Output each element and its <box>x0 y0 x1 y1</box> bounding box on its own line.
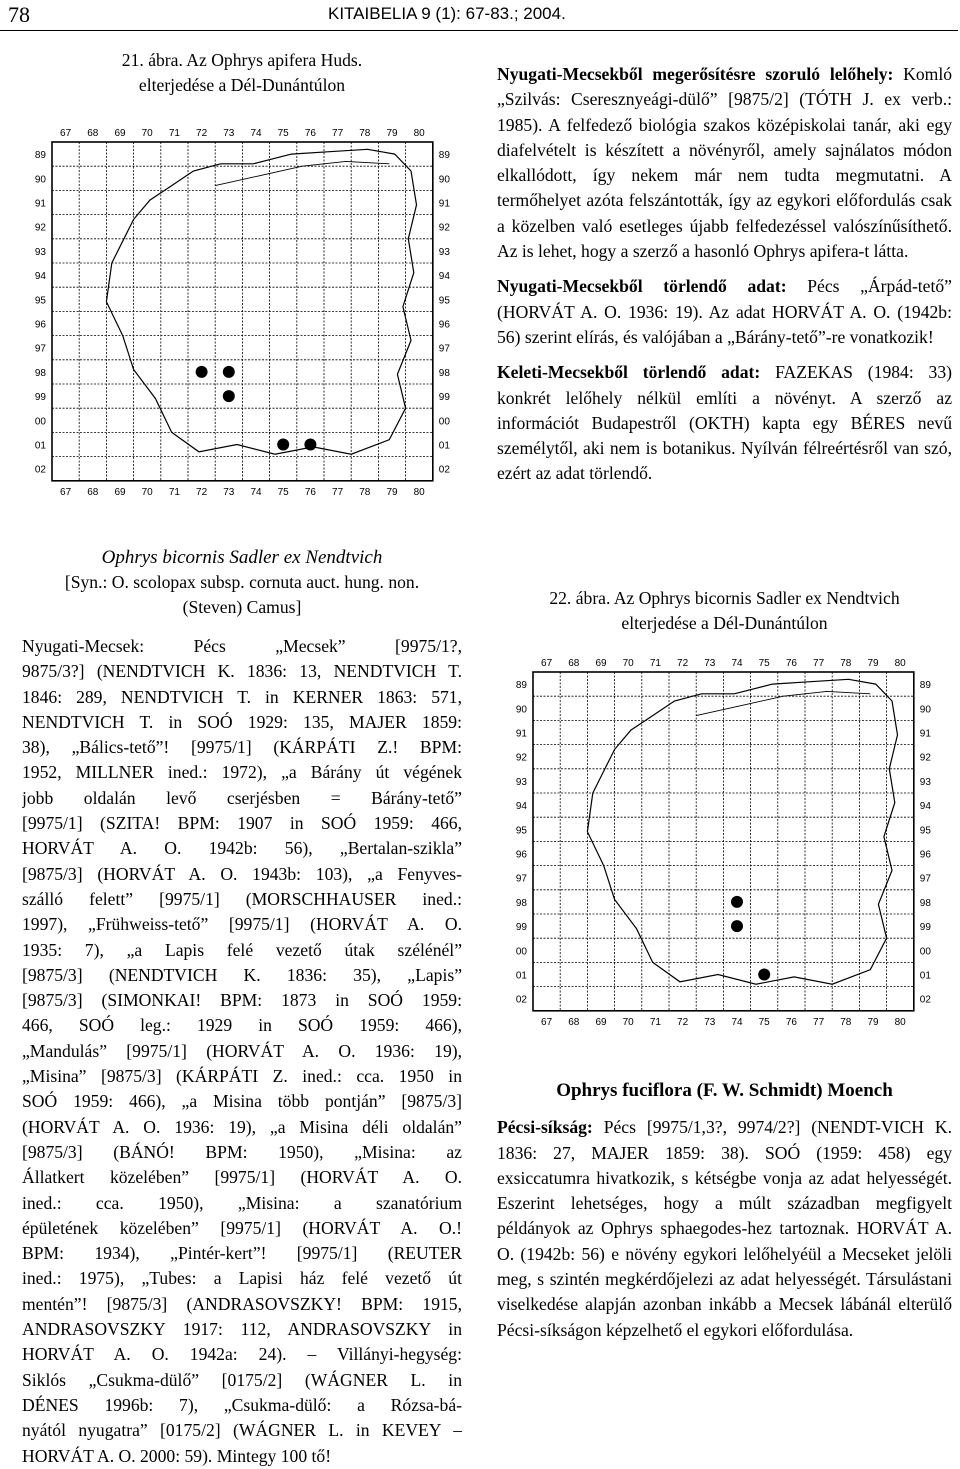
region-border <box>587 679 897 984</box>
grid-row-label-right: 96 <box>438 319 450 331</box>
body-line: szálló felett” [9975/1] (MORSCHHAUSER ined.: <box>22 888 462 909</box>
grid-col-label-top: 79 <box>386 128 398 139</box>
paragraph-east-delete <box>497 360 952 486</box>
grid-row-label-left: 93 <box>34 246 46 258</box>
body-line: (HORVÁT A. O. 1936: 19), „a Misina déli oldalán” <box>22 1116 462 1137</box>
grid-col-label-top: 73 <box>223 128 235 139</box>
body-line: HORVÁT A. O. 1942a: 24). – Villányi-hegység: <box>22 1344 462 1365</box>
grid-row-label-right: 02 <box>438 464 450 476</box>
right-column <box>497 62 952 487</box>
grid-row-label-left: 95 <box>515 825 527 837</box>
body-line: 38), „Bálics-tető”! [9975/1] (KÁRPÁTI Z.! BPM: <box>22 737 462 758</box>
paragraph-pecsi-siksag-text: Pécs [9975/1,3?, 9974/2?] (NENDT-VICH K. 1836: 27, MAJER 1859: 38). SOÓ (1959: 458) egy exsiccatumra hivatkozik, s kétségbe vonja az adat helyességét. Eszerint lehetséges, hogy a múlt században megfigyelt példányok az Ophrys sphaegodes-hez tartoznak. HORVÁT A. O. (1942b: 56) e növény egykori lelőhelyéül a Mecseket jelöli meg, s szintén megkérdőjelezi az adat helyességét. Társulástani viselkedése alapján azonban inkább a Mecsek lábánál elterülő Pécsi-síkságon képzelhető el egykori előfordulása. <box>497 1117 953 1340</box>
grid-row-label-left: 91 <box>34 198 46 210</box>
grid-col-label-top: 71 <box>168 128 180 139</box>
grid-col-label-top: 71 <box>649 658 661 669</box>
right-column-lower <box>497 1078 952 1343</box>
body-line: Siklós „Csukma-dülő” [0175/2] (WÁGNER L. in <box>22 1369 462 1390</box>
body-line: „Mandulás” [9975/1] (HORVÁT A. O. 1936: 19), <box>22 1040 462 1061</box>
grid-row-label-left: 95 <box>34 295 46 307</box>
body-line: NENDTVICH T. in SOÓ 1929: 135, MAJER 1859: <box>22 711 462 732</box>
river-line <box>215 161 389 185</box>
paragraph-confirm-head: Nyugati-Mecsekből megerősítésre szoruló lelőhely: <box>497 64 894 84</box>
grid-col-label-top: 78 <box>840 658 852 669</box>
grid-row-label-right: 02 <box>919 994 931 1006</box>
body-line: HORVÁT A. O. 2000: 59). Mintegy 100 tő! <box>22 1445 332 1466</box>
grid-col-label-bottom: 74 <box>250 486 262 498</box>
grid-col-label-bottom: 69 <box>114 486 126 498</box>
grid-row-label-right: 92 <box>919 752 931 764</box>
grid-col-label-bottom: 73 <box>223 486 235 498</box>
grid-row-label-right: 95 <box>919 825 931 837</box>
grid-row-label-right: 90 <box>919 704 931 716</box>
paragraph-west-delete-head: Nyugati-Mecsekből törlendő adat: <box>497 276 787 297</box>
grid-row-label-right: 00 <box>919 946 931 958</box>
body-line: BPM: 1934), „Pintér-kert”! [9975/1] (REUTER <box>22 1243 462 1264</box>
figure-21-caption-line1: 21. ábra. Az Ophrys apifera Huds. <box>121 50 363 70</box>
species-title-fuciflora: Ophrys fuciflora (F. W. Schmidt) Moench <box>556 1080 893 1101</box>
grid-row-label-right: 97 <box>919 873 931 885</box>
paragraph-east-delete-text: FAZEKAS (1984: 33) konkrét lelőhely nélkül említi a növényt. A szerző az információt Budapestről (OKTH) kapta egy BÉRES nevű személytől, aki nem is botanikus. Nyílván félreértésről van szó, ezért az adat törlendő. <box>497 362 953 484</box>
grid-col-label-bottom: 80 <box>413 486 425 498</box>
journal-citation: KITAIBELIA 9 (1): 67-83.; 2004. <box>328 4 566 23</box>
grid-col-label-bottom: 78 <box>840 1016 852 1028</box>
paragraph-confirm-text: Komló „Szilvás: Cseresznyeági-dülő” [9875/2] (TÓTH J. ex verb.: 1985). A felfedező biológia szakos középiskolai tanár, aki egy diafelvételt is készített a növényről, amely sajnálatos módon elkallódott, így nekem már nem tudta megmutatni. A termőhelyet azóta felszántották, így az egykori előfordulás csak a közelben való esetleges újabb felfedezéssel valószínűsíthető. Az is lehet, hogy a szerző a hasonló Ophrys apifera-t látta. <box>497 64 952 262</box>
grid-col-label-bottom: 79 <box>386 486 398 498</box>
grid-row-label-right: 94 <box>919 801 931 813</box>
figure-21-map <box>14 120 454 535</box>
body-line: [9875/3] (HORVÁT A. O. 1943b: 103), „a Fenyves- <box>22 863 462 884</box>
grid-col-label-bottom: 70 <box>622 1016 634 1028</box>
grid-col-label-top: 73 <box>704 658 716 669</box>
figure-22-caption <box>497 586 952 636</box>
grid-col-label-bottom: 73 <box>704 1016 716 1028</box>
paragraph-west-delete <box>497 274 952 350</box>
grid-col-label-bottom: 80 <box>894 1016 906 1028</box>
grid-col-label-top: 72 <box>196 128 208 139</box>
figure-21-map-svg <box>14 120 454 530</box>
grid-row-label-right: 89 <box>438 150 450 162</box>
occurrence-dot <box>758 969 770 981</box>
grid-col-label-bottom: 79 <box>867 1016 879 1028</box>
grid-row-label-left: 90 <box>34 174 46 186</box>
grid-col-label-top: 70 <box>622 658 634 669</box>
grid-col-label-bottom: 72 <box>196 486 208 498</box>
grid-row-label-left: 89 <box>515 680 527 692</box>
grid-col-label-bottom: 68 <box>568 1016 580 1028</box>
page-header <box>0 0 960 30</box>
occurrence-dot <box>731 920 743 932</box>
grid-row-label-left: 94 <box>515 801 527 813</box>
grid-row-label-right: 97 <box>438 343 450 355</box>
figure-21-caption-line2: elterjedése a Dél-Dunántúlon <box>138 75 346 95</box>
grid-col-label-bottom: 76 <box>304 486 316 498</box>
body-line: „Misina” [9875/3] (KÁRPÁTI Z. ined.: cca. 1950 in <box>22 1066 462 1087</box>
grid-col-label-top: 67 <box>60 128 72 139</box>
occurrence-dot <box>223 390 235 402</box>
grid-row-label-left: 94 <box>34 271 46 283</box>
body-line: Állatkert közelében” [9975/1] (HORVÁT A. O. <box>22 1167 462 1188</box>
grid-row-label-left: 01 <box>515 970 527 982</box>
grid-col-label-top: 75 <box>758 658 770 669</box>
grid-col-label-top: 80 <box>413 128 425 139</box>
occurrence-dot <box>277 439 289 451</box>
occurrence-dot <box>196 366 208 378</box>
grid-col-label-bottom: 72 <box>677 1016 689 1028</box>
grid-col-label-bottom: 67 <box>541 1016 553 1028</box>
grid-col-label-top: 78 <box>359 128 371 139</box>
body-line: [9875/3] (BÁNÓ! BPM: 1950), „Misina: az <box>22 1141 462 1162</box>
grid-row-label-left: 90 <box>515 704 527 716</box>
body-line: 1997), „Frühweiss-tető” [9975/1] (HORVÁT A. O. <box>22 914 462 935</box>
figure-22-caption-line1: 22. ábra. Az Ophrys bicornis Sadler ex Nendtvich <box>549 588 900 608</box>
synonym-line1: [Syn.: O. scolopax subsp. cornuta auct. hung. non. <box>64 572 420 592</box>
paragraph-pecsi-siksag <box>497 1115 952 1343</box>
grid-row-label-right: 94 <box>438 271 450 283</box>
grid-col-label-bottom: 68 <box>87 486 99 498</box>
grid-row-label-right: 98 <box>919 897 931 909</box>
grid-row-label-left: 02 <box>34 464 46 476</box>
grid-col-label-top: 80 <box>894 658 906 669</box>
figure-21-caption <box>22 48 462 98</box>
page-number: 78 <box>8 2 30 27</box>
grid-row-label-right: 99 <box>919 922 931 934</box>
figure-22-map-svg <box>495 650 935 1060</box>
paragraph-west-delete-text: Pécs „Árpád-tető” (HORVÁT A. O. 1936: 19). Az adat HORVÁT A. O. (1942b: 56) szerint elírás, és valójában a „Bárány-tető”-re vonatkozik! <box>497 276 952 347</box>
grid-row-label-left: 93 <box>515 776 527 788</box>
grid-row-label-right: 93 <box>438 246 450 258</box>
grid-row-label-right: 96 <box>919 849 931 861</box>
body-line: HORVÁT A. O. 1942b: 56), „Bertalan-szikla” <box>22 838 462 859</box>
body-line: [9975/1] (SZITA! BPM: 1907 in SOÓ 1959: 466, <box>22 813 462 834</box>
body-line: 9875/3?] (NENDTVICH K. 1836: 13, NENDTVICH T. <box>22 661 462 682</box>
figure-22-map <box>495 650 935 1065</box>
grid-col-label-bottom: 74 <box>731 1016 743 1028</box>
grid-col-label-bottom: 69 <box>595 1016 607 1028</box>
body-line: Nyugati-Mecsek: Pécs „Mecsek” [9975/1?, <box>22 636 462 656</box>
body-line: 1952, MILLNER ined.: 1972), „a Bárány út végének <box>22 762 462 783</box>
grid-col-label-top: 68 <box>87 128 99 139</box>
grid-col-label-top: 77 <box>813 658 825 669</box>
grid-row-label-left: 92 <box>34 222 46 234</box>
grid-col-label-bottom: 67 <box>60 486 72 498</box>
grid-col-label-top: 70 <box>141 128 153 139</box>
body-line: mentén”! [9875/3] (ANDRASOVSZKY! BPM: 1915, <box>22 1293 462 1314</box>
grid-row-label-right: 91 <box>919 728 931 740</box>
grid-row-label-right: 91 <box>438 198 450 210</box>
header-rule <box>0 30 958 31</box>
grid-col-label-top: 69 <box>114 128 126 139</box>
grid-col-label-bottom: 75 <box>277 486 289 498</box>
grid-row-label-left: 96 <box>515 849 527 861</box>
body-line: ined.: 1975), „Tubes: a Lapisi ház felé vezető út <box>22 1268 462 1289</box>
river-line <box>696 691 870 715</box>
synonym-line2: (Steven) Camus] <box>182 597 302 617</box>
grid-row-label-left: 96 <box>34 319 46 331</box>
body-line: SOÓ 1959: 466), „a Misina több pontján” [9875/3] <box>22 1091 462 1112</box>
body-line: 466, SOÓ leg.: 1929 in SOÓ 1959: 466), <box>22 1015 462 1036</box>
body-line: DÉNES 1996b: 7), „Csukma-dülő: a Rózsa-bá- <box>22 1394 462 1415</box>
grid-col-label-top: 76 <box>304 128 316 139</box>
occurrence-dot <box>304 439 316 451</box>
grid-row-label-left: 02 <box>515 994 527 1006</box>
grid-row-label-right: 98 <box>438 367 450 379</box>
grid-row-label-left: 99 <box>515 922 527 934</box>
species-heading-bicornis <box>22 545 462 620</box>
grid-col-label-top: 67 <box>541 658 553 669</box>
occurrence-dot <box>223 366 235 378</box>
grid-row-label-right: 89 <box>919 680 931 692</box>
grid-col-label-top: 72 <box>677 658 689 669</box>
grid-col-label-top: 69 <box>595 658 607 669</box>
grid-row-label-left: 01 <box>34 440 46 452</box>
body-line: ined.: cca. 1950), „Misina: a szanatórium <box>22 1192 462 1213</box>
grid-col-label-bottom: 77 <box>332 486 344 498</box>
species-title-bicornis: Ophrys bicornis Sadler ex Nendtvich <box>101 547 383 568</box>
body-line: 1935: 7), „a Lapis felé vezető útak szélénél” <box>22 939 462 960</box>
grid-row-label-right: 92 <box>438 222 450 234</box>
body-line: [9875/3] (SIMONKAI! BPM: 1873 in SOÓ 1959: <box>22 990 462 1011</box>
body-line: [9875/3] (NENDTVICH K. 1836: 35), „Lapis” <box>22 964 462 985</box>
grid-col-label-top: 76 <box>785 658 797 669</box>
region-border <box>106 149 416 454</box>
species-heading-fuciflora <box>497 1078 952 1103</box>
grid-col-label-top: 77 <box>332 128 344 139</box>
paragraph-east-delete-head: Keleti-Mecsekből törlendő adat: <box>497 362 761 383</box>
grid-row-label-right: 93 <box>919 776 931 788</box>
grid-col-label-bottom: 78 <box>359 486 371 498</box>
grid-col-label-bottom: 75 <box>758 1016 770 1028</box>
grid-row-label-right: 00 <box>438 416 450 428</box>
paragraph-pecsi-siksag-head: Pécsi-síkság: <box>497 1117 593 1138</box>
grid-row-label-left: 99 <box>34 392 46 404</box>
grid-col-label-top: 74 <box>731 658 743 669</box>
grid-row-label-left: 89 <box>34 150 46 162</box>
grid-col-label-bottom: 77 <box>813 1016 825 1028</box>
grid-row-label-left: 00 <box>34 416 46 428</box>
figure-22-caption-line2: elterjedése a Dél-Dunántúlon <box>621 613 828 633</box>
grid-row-label-right: 90 <box>438 174 450 186</box>
grid-col-label-top: 75 <box>277 128 289 139</box>
body-line: nyától nyugatra” [0175/2] (WÁGNER L. in KEVEY – <box>22 1420 462 1441</box>
grid-row-label-right: 99 <box>438 392 450 404</box>
body-line: épületének közelében” [9975/1] (HORVÁT A. O.! <box>22 1217 462 1238</box>
grid-row-label-left: 97 <box>515 873 527 885</box>
grid-row-label-left: 98 <box>34 367 46 379</box>
paragraph-confirm <box>497 62 952 264</box>
grid-col-label-bottom: 76 <box>785 1016 797 1028</box>
grid-row-label-left: 92 <box>515 752 527 764</box>
grid-row-label-left: 97 <box>34 343 46 355</box>
grid-row-label-left: 98 <box>515 897 527 909</box>
grid-row-label-right: 95 <box>438 295 450 307</box>
grid-row-label-left: 91 <box>515 728 527 740</box>
grid-col-label-top: 74 <box>250 128 262 139</box>
grid-col-label-top: 68 <box>568 658 580 669</box>
left-body-text <box>22 634 462 1469</box>
grid-col-label-bottom: 71 <box>649 1016 661 1028</box>
body-line: ANDRASOVSZKY 1917: 112, ANDRASOVSZKY in <box>22 1319 462 1340</box>
grid-row-label-left: 00 <box>515 946 527 958</box>
grid-col-label-bottom: 71 <box>168 486 180 498</box>
grid-col-label-top: 79 <box>867 658 879 669</box>
grid-row-label-right: 01 <box>438 440 450 452</box>
occurrence-dot <box>731 896 743 908</box>
grid-col-label-bottom: 70 <box>141 486 153 498</box>
grid-row-label-right: 01 <box>919 970 931 982</box>
body-line: jobb oldalán levő cserjésben = Bárány-tető” <box>22 787 462 808</box>
body-line: 1846: 289, NENDTVICH T. in KERNER 1863: 571, <box>22 686 462 707</box>
